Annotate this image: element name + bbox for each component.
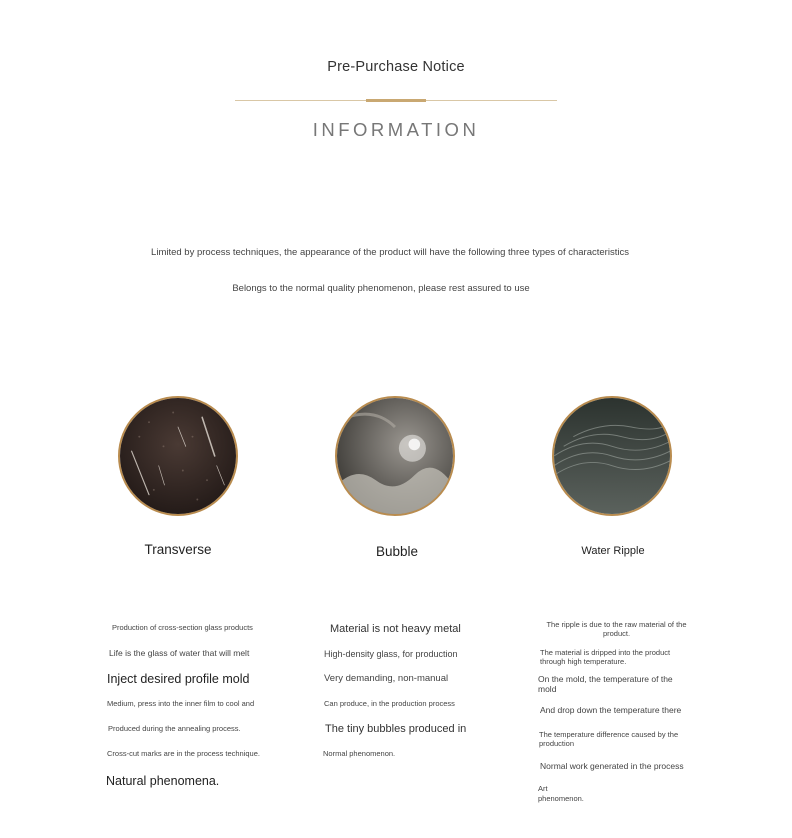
bubble-line-1: Material is not heavy metal xyxy=(330,623,461,635)
transverse-line-4: Medium, press into the inner film to cool and xyxy=(107,699,255,708)
bubble-line-4: Can produce, in the production process xyxy=(324,699,455,708)
ripple-line-7: Art phenomenon. xyxy=(538,784,584,803)
transverse-texture-image xyxy=(118,396,238,516)
ripple-line-1: The ripple is due to the raw material of the product. xyxy=(546,620,687,638)
ripple-line-6: Normal work generated in the process xyxy=(540,761,684,771)
intro-line-2: Belongs to the normal quality phenomenon, please rest assured to use xyxy=(232,283,530,294)
bubble-line-3: Very demanding, non-manual xyxy=(324,673,449,684)
bubble-texture-image xyxy=(335,396,455,516)
item-label-water-ripple: Water Ripple xyxy=(581,545,645,557)
page-subtitle: INFORMATION xyxy=(312,119,480,140)
ripple-line-4: And drop down the temperature there xyxy=(540,705,682,715)
item-label-transverse: Transverse xyxy=(144,542,212,557)
bubble-line-5: The tiny bubbles produced in xyxy=(325,723,467,735)
transverse-line-6: Cross-cut marks are in the process technique. xyxy=(107,749,260,758)
water-ripple-texture-image xyxy=(552,396,672,516)
page-title: Pre-Purchase Notice xyxy=(327,59,465,75)
item-label-bubble: Bubble xyxy=(375,544,419,559)
bubble-line-6: Normal phenomenon. xyxy=(323,749,396,758)
transverse-line-2: Life is the glass of water that will melt xyxy=(109,648,250,658)
transverse-line-7: Natural phenomena. xyxy=(106,774,220,788)
intro-line-1: Limited by process techniques, the appearance of the product will have the following three types of characteristics xyxy=(151,247,629,258)
ripple-line-5: The temperature difference caused by the production xyxy=(539,730,679,748)
transverse-line-1: Production of cross-section glass products xyxy=(112,623,253,632)
title-divider-accent xyxy=(366,99,426,102)
ripple-line-2: The material is dripped into the product through high temperature. xyxy=(540,648,671,666)
transverse-line-5: Produced during the annealing process. xyxy=(108,724,241,733)
transverse-line-3: Inject desired profile mold xyxy=(107,672,250,686)
bubble-line-2: High-density glass, for production xyxy=(324,649,458,659)
ripple-line-3: On the mold, the temperature of the mold xyxy=(538,674,673,694)
